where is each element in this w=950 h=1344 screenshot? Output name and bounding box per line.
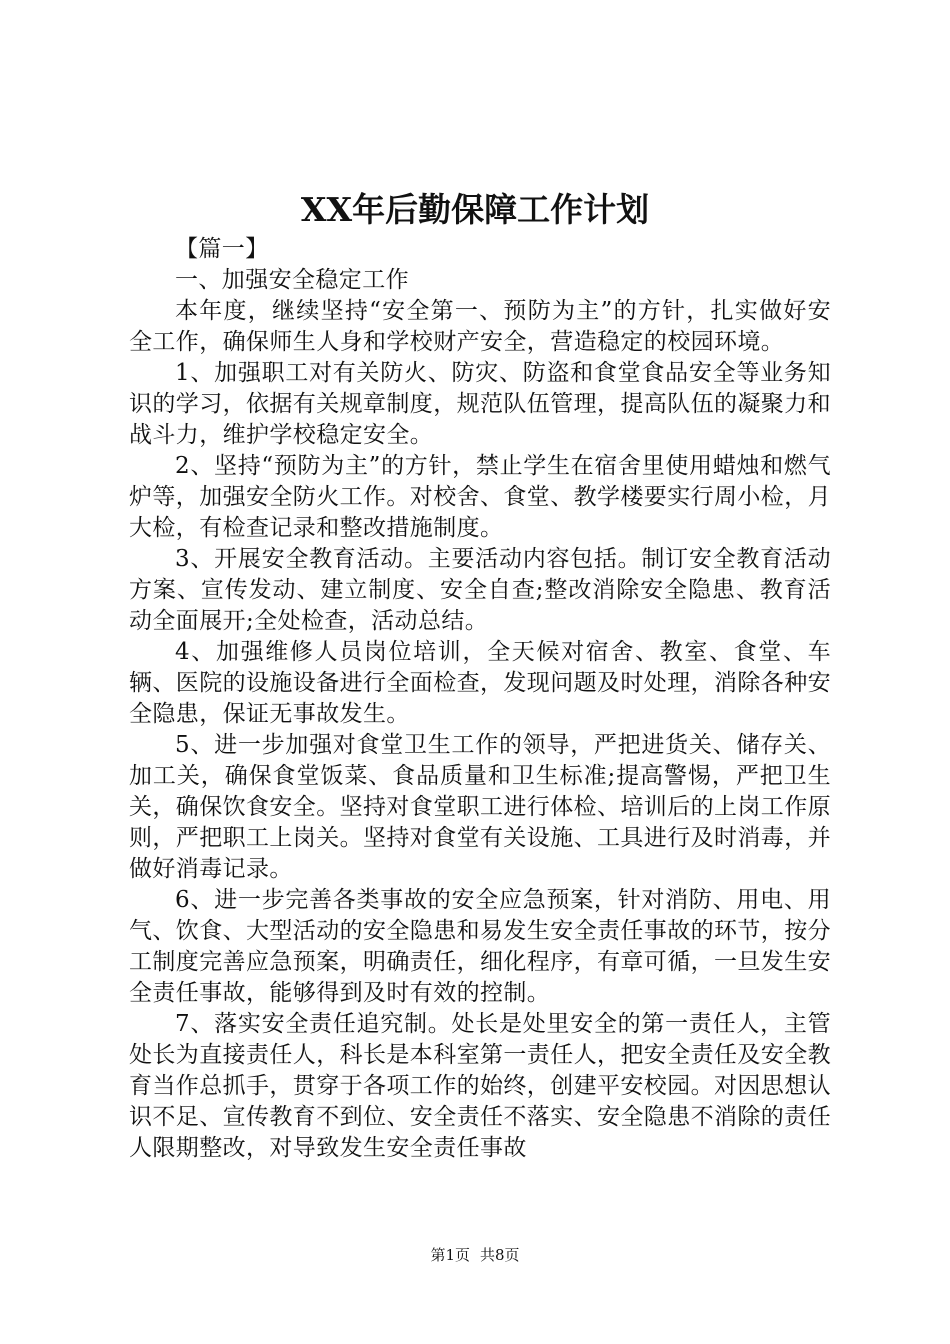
paragraph: 2、坚持“预防为主”的方针，禁止学生在宿舍里使用蜡烛和燃气炉等，加强安全防火工作。对校舍、食堂、教学楼要实行周小检，月大检，有检查记录和整改措施制度。 — [129, 453, 831, 541]
document-title: XX年后勤保障工作计划 — [300, 190, 650, 229]
paragraph: 6、进一步完善各类事故的安全应急预案，针对消防、用电、用气、饮食、大型活动的安全隐患和易发生安全责任事故的环节，按分工制度完善应急预案，明确责任，细化程序，有章可循，一旦发生安全责任事故，能够得到及时有效的控制。 — [129, 887, 831, 1006]
page-total: 共8页 — [480, 1246, 520, 1264]
document-body — [129, 234, 831, 1164]
paragraph: 7、落实安全责任追究制。处长是处里安全的第一责任人，主管处长为直接责任人，科长是本科室第一责任人，把安全责任及安全教育当作总抓手，贯穿于各项工作的始终，创建平安校园。对因思想认识不足、宣传教育不到位、安全责任不落实、安全隐患不消除的责任人限期整改，对导致发生安全责任事故 — [129, 1011, 831, 1161]
paragraph: 3、开展安全教育活动。主要活动内容包括。制订安全教育活动方案、宣传发动、建立制度、安全自查;整改消除安全隐患、教育活动全面展开;全处检查，活动总结。 — [129, 546, 831, 634]
section-heading: 一、加强安全稳定工作 — [175, 267, 409, 293]
paragraph: 5、进一步加强对食堂卫生工作的领导，严把进货关、储存关、加工关，确保食堂饭菜、食品质量和卫生标准;提高警惕，严把卫生关，确保饮食安全。坚持对食堂职工进行体检、培训后的上岗工作原则，严把职工上岗关。坚持对食堂有关设施、工具进行及时消毒，并做好消毒记录。 — [129, 732, 831, 882]
paragraph: 4、加强维修人员岗位培训，全天候对宿舍、教室、食堂、车辆、医院的设施设备进行全面检查，发现问题及时处理，消除各种安全隐患，保证无事故发生。 — [129, 639, 831, 727]
page-footer — [0, 1244, 950, 1266]
paragraph: 1、加强职工对有关防火、防灾、防盗和食堂食品安全等业务知识的学习，依据有关规章制度，规范队伍管理，提高队伍的凝聚力和战斗力，维护学校稳定安全。 — [129, 360, 831, 448]
paragraph: 本年度，继续坚持“安全第一、预防为主”的方针，扎实做好安全工作，确保师生人身和学校财产安全，营造稳定的校园环境。 — [129, 298, 831, 355]
section-label: 【篇一】 — [175, 236, 269, 262]
page-number: 第1页 — [430, 1246, 470, 1264]
